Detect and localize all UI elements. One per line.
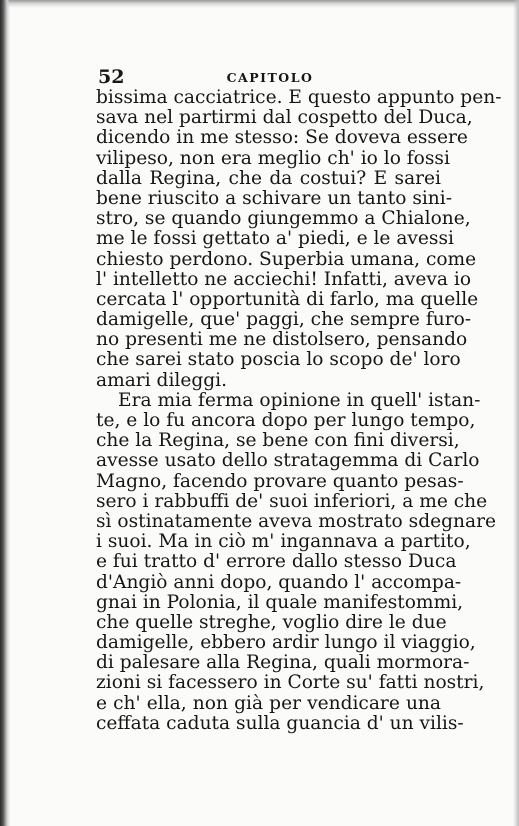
text-line: Era mia ferma opinione in quell' istan- xyxy=(118,389,481,411)
text-line: d'Angiò anni dopo, quando l' accompa- xyxy=(96,571,462,593)
text-line: gnai in Polonia, il quale manifestommi, xyxy=(96,591,464,613)
text-line: sì ostinatamente aveva mostrato sdegnare xyxy=(96,510,496,532)
paragraph xyxy=(96,389,496,734)
text-line: sava nel partirmi dal cospetto del Duca, xyxy=(96,107,473,129)
text-line: Magno, facendo provare quanto pesas- xyxy=(96,470,464,492)
text-line: vilipeso, non era meglio ch' io lo fossi xyxy=(96,147,450,169)
body-text xyxy=(96,87,502,734)
running-head: CAPITOLO xyxy=(226,70,314,85)
text-line: i suoi. Ma in ciò m' ingannava a partito, xyxy=(96,531,471,553)
text-line: damigelle, ebbero ardir lungo il viaggio, xyxy=(96,632,476,654)
text-line: damigelle, que' paggi, che sempre furo- xyxy=(96,309,472,331)
text-line: bissima cacciatrice. E questo appunto pen- xyxy=(96,87,502,108)
text-line: che sarei stato poscia lo scopo de' loro xyxy=(96,349,461,371)
text-line: sero i rabbuffi de' suoi inferiori, a me che xyxy=(96,490,488,512)
text-line: me le fossi gettato a' piedi, e le avessi xyxy=(96,228,454,250)
text-line: e fui tratto d' errore dallo stesso Duca xyxy=(96,551,457,573)
text-line: amari dileggi. xyxy=(96,369,228,391)
text-line: e ch' ella, non già per vendicare una xyxy=(96,692,441,714)
text-line: l' intelletto ne acciechi! Infatti, aveva io xyxy=(96,268,472,290)
text-line: avesse usato dello stratagemma di Carlo xyxy=(96,450,480,472)
text-line: dalla Regina, che da costui? E sarei xyxy=(96,167,441,189)
text-line: che la Regina, se bene con fini diversi, xyxy=(96,430,460,452)
text-line: che quelle streghe, voglio dire le due xyxy=(96,611,447,633)
text-line: chiesto perdono. Superbia umana, come xyxy=(96,248,477,270)
page-number: 52 xyxy=(98,66,125,88)
paragraph xyxy=(96,87,502,391)
text-line: bene riuscito a schivare un tanto sini- xyxy=(96,187,453,209)
page-right-edge xyxy=(513,0,519,826)
text-line: te, e lo fu ancora dopo per lungo tempo, xyxy=(96,410,476,431)
text-line: di palesare alla Regina, quali mormora- xyxy=(96,652,470,674)
page-header xyxy=(98,66,442,88)
page-top-edge xyxy=(0,0,519,8)
text-line: ceffata caduta sulla guancia d' un vilis- xyxy=(96,712,464,734)
text-line: dicendo in me stesso: Se doveva essere xyxy=(96,127,468,149)
text-line: cercata l' opportunità di farlo, ma quelle xyxy=(96,288,479,310)
text-line: stro, se quando giungemmo a Chialone, xyxy=(96,208,471,230)
text-line: no presenti me ne distolsero, pensando xyxy=(96,329,468,351)
text-line: zioni si facessero in Corte su' fatti nostri, xyxy=(96,672,485,694)
page-binding-edge xyxy=(0,0,10,826)
